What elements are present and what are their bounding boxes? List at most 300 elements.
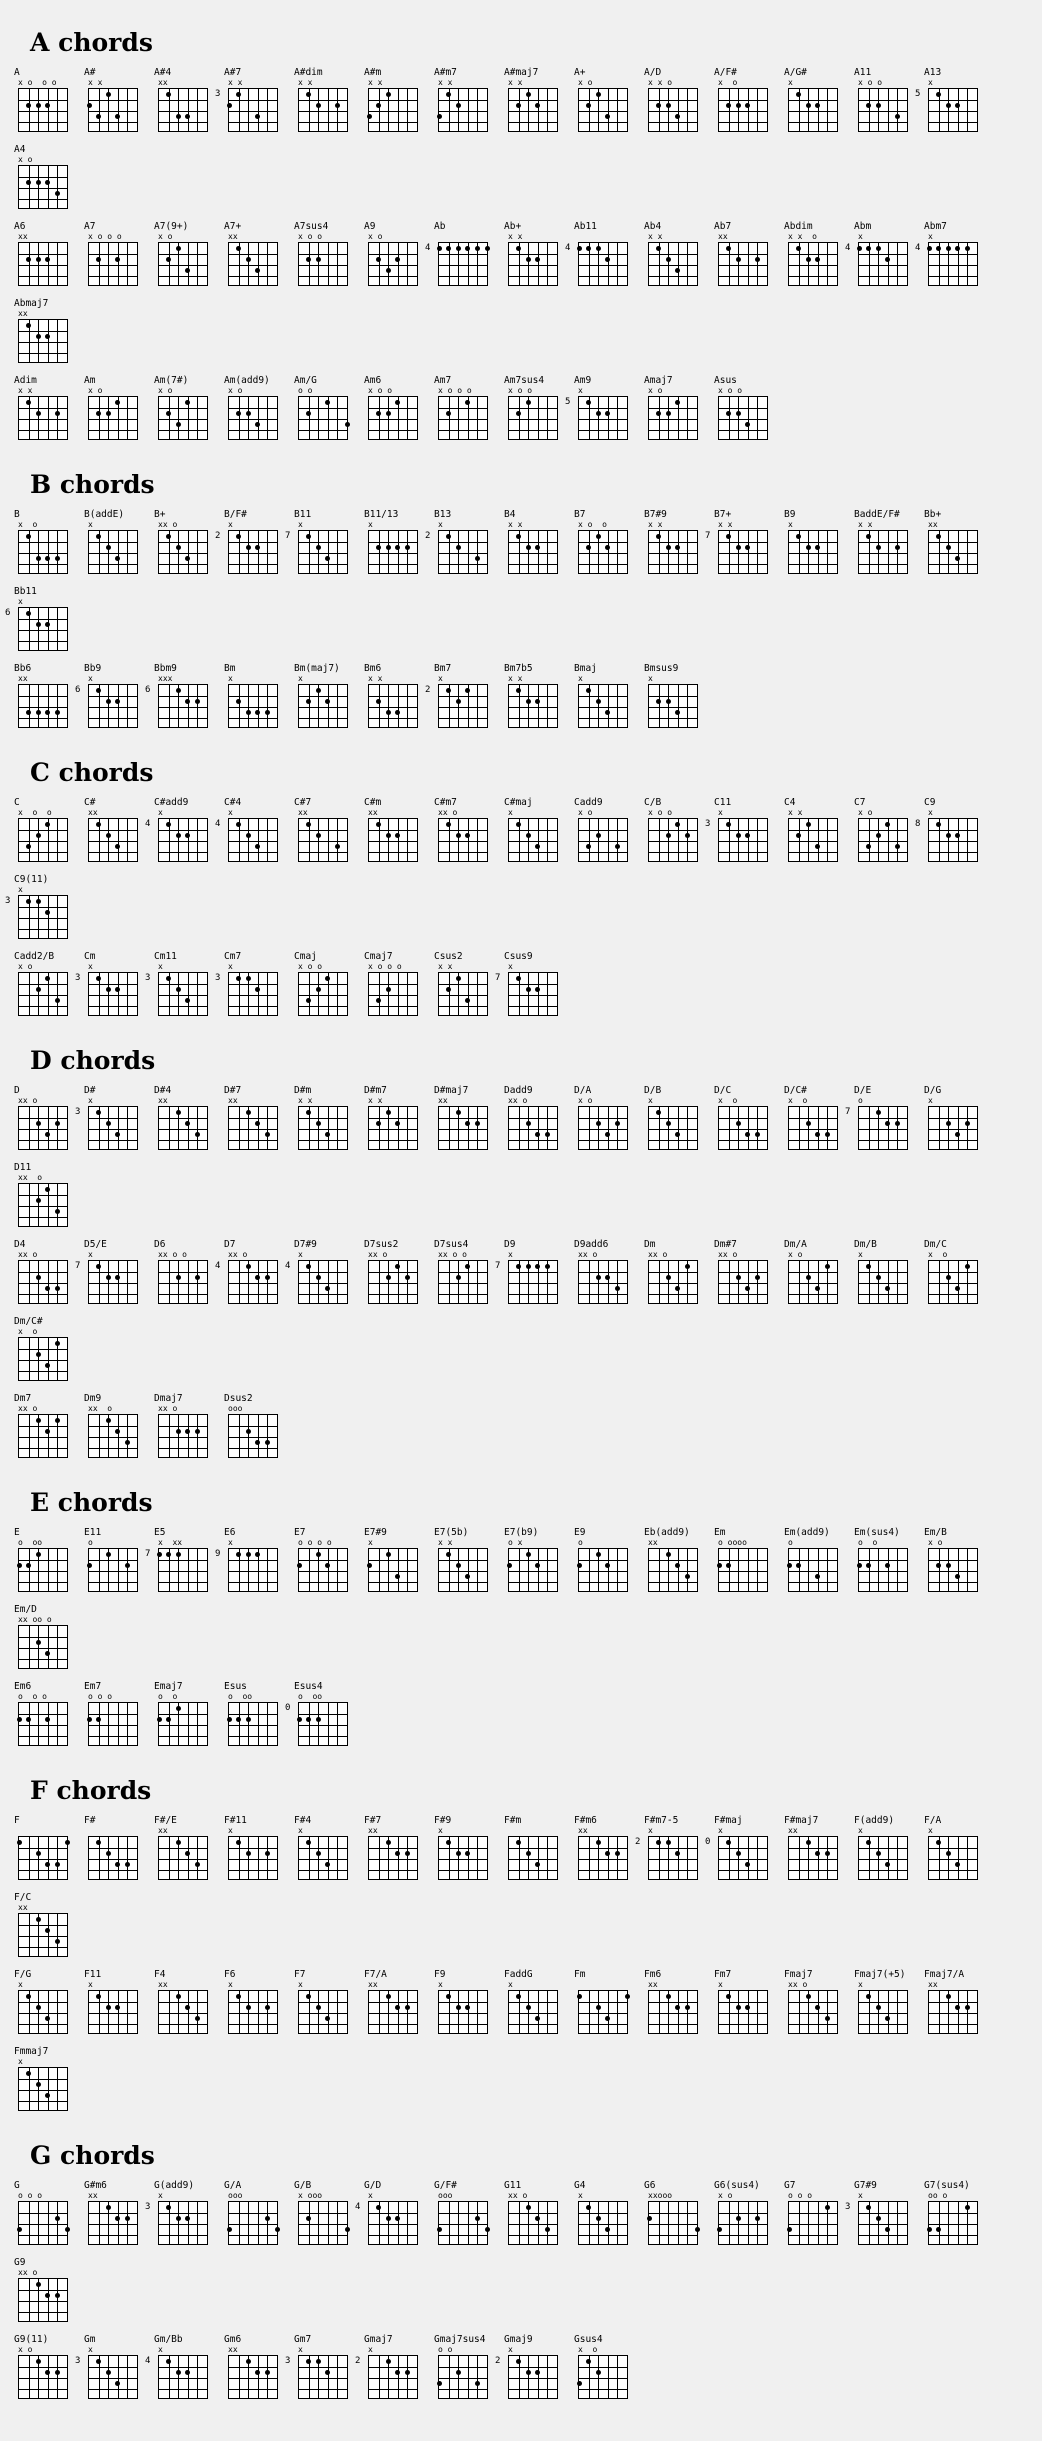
chord-name: Em/D bbox=[14, 1604, 37, 1615]
string-line bbox=[757, 397, 758, 439]
chord-card[interactable] bbox=[565, 221, 640, 290]
chord-card[interactable] bbox=[854, 67, 920, 136]
chord-card[interactable] bbox=[14, 1239, 80, 1308]
chord-card[interactable] bbox=[215, 509, 290, 578]
chord-name: Gm bbox=[84, 2334, 96, 2345]
fret-line bbox=[859, 841, 907, 842]
chord-card[interactable] bbox=[854, 1527, 920, 1596]
chord-card[interactable] bbox=[14, 1969, 80, 2038]
chord-card[interactable] bbox=[845, 221, 920, 290]
chord-card[interactable] bbox=[434, 1815, 500, 1884]
string-line bbox=[967, 89, 968, 131]
fret-line bbox=[509, 111, 557, 112]
chord-card[interactable] bbox=[924, 509, 990, 578]
chord-card[interactable] bbox=[784, 1239, 850, 1308]
string-line bbox=[29, 1837, 30, 1879]
finger-dot bbox=[376, 257, 381, 262]
chord-card[interactable] bbox=[294, 797, 360, 866]
chord-card[interactable] bbox=[154, 509, 220, 578]
chord-card[interactable] bbox=[784, 1969, 850, 2038]
fret-line bbox=[19, 907, 67, 908]
chord-card[interactable] bbox=[504, 509, 570, 578]
finger-dot bbox=[456, 833, 461, 838]
chord-card[interactable] bbox=[84, 1681, 150, 1750]
chord-card[interactable] bbox=[285, 1681, 360, 1750]
chord-card[interactable] bbox=[355, 2180, 430, 2249]
chord-card[interactable] bbox=[434, 67, 500, 136]
finger-dot bbox=[36, 103, 41, 108]
chord-card[interactable] bbox=[294, 1085, 360, 1154]
finger-dot bbox=[615, 1851, 620, 1856]
chord-card[interactable] bbox=[14, 1681, 80, 1750]
chord-card[interactable] bbox=[714, 1527, 780, 1596]
finger-dot bbox=[465, 2005, 470, 2010]
chord-card[interactable] bbox=[425, 509, 500, 578]
chord-name: D7#9 bbox=[294, 1239, 317, 1250]
chord-card[interactable] bbox=[854, 1239, 920, 1308]
string-line bbox=[818, 2202, 819, 2244]
string-line bbox=[598, 1107, 599, 1149]
chord-card[interactable] bbox=[434, 951, 500, 1020]
chord-card[interactable] bbox=[224, 2180, 290, 2249]
chord-card[interactable] bbox=[504, 1815, 570, 1884]
chord-card[interactable] bbox=[504, 1969, 570, 2038]
chord-card[interactable] bbox=[294, 1969, 360, 2038]
chord-diagram bbox=[924, 1260, 990, 1308]
chord-card[interactable] bbox=[224, 2334, 290, 2403]
string-line bbox=[687, 1549, 688, 1591]
finger-dot bbox=[656, 699, 661, 704]
chord-card[interactable] bbox=[154, 1969, 220, 2038]
fretboard-grid bbox=[18, 1183, 68, 1227]
chord-card[interactable] bbox=[784, 67, 850, 136]
finger-dot bbox=[325, 976, 330, 981]
chord-card[interactable] bbox=[294, 1815, 360, 1884]
chord-card[interactable] bbox=[504, 663, 570, 732]
chord-card[interactable] bbox=[84, 375, 150, 444]
string-line bbox=[29, 1261, 30, 1303]
chord-card[interactable] bbox=[434, 1527, 500, 1596]
chord-card[interactable] bbox=[364, 221, 430, 290]
finger-dot bbox=[166, 534, 171, 539]
fretboard-grid bbox=[648, 2201, 698, 2245]
fretboard-grid bbox=[718, 88, 768, 132]
chord-name: A13 bbox=[924, 67, 942, 78]
chord-card[interactable] bbox=[154, 1815, 220, 1884]
string-line bbox=[967, 531, 968, 573]
chord-card[interactable] bbox=[784, 509, 850, 578]
finger-dot bbox=[316, 1851, 321, 1856]
finger-dot bbox=[456, 545, 461, 550]
chord-card[interactable] bbox=[14, 797, 80, 866]
chord-card[interactable] bbox=[14, 2180, 80, 2249]
chord-card[interactable] bbox=[574, 1815, 640, 1884]
string-line bbox=[897, 243, 898, 285]
fret-line bbox=[89, 2389, 137, 2390]
chord-card[interactable] bbox=[154, 1393, 220, 1462]
chord-card[interactable] bbox=[145, 2180, 220, 2249]
chord-name: E7#9 bbox=[364, 1527, 387, 1538]
chord-diagram bbox=[84, 1548, 150, 1596]
finger-dot bbox=[825, 1264, 830, 1269]
string-line bbox=[398, 685, 399, 727]
chord-card[interactable] bbox=[154, 1085, 220, 1154]
chord-card[interactable] bbox=[364, 509, 430, 578]
chord-card[interactable] bbox=[224, 375, 290, 444]
chord-card[interactable] bbox=[574, 67, 640, 136]
chord-card[interactable] bbox=[154, 1681, 220, 1750]
chord-card[interactable] bbox=[14, 1815, 80, 1884]
open-muted-markers: x o bbox=[928, 1538, 943, 1547]
chord-card[interactable] bbox=[224, 1681, 290, 1750]
fret-line bbox=[649, 1118, 697, 1119]
chord-card[interactable] bbox=[14, 221, 80, 290]
open-muted-markers: xx o bbox=[18, 1250, 38, 1259]
chord-name: D#maj7 bbox=[434, 1085, 469, 1096]
chord-card[interactable] bbox=[915, 67, 990, 136]
fret-number: 3 bbox=[75, 2356, 81, 2366]
chord-card[interactable] bbox=[495, 1239, 570, 1308]
open-muted-markers: xx o o bbox=[438, 1250, 467, 1259]
chord-card[interactable] bbox=[425, 663, 500, 732]
fret-line bbox=[19, 707, 67, 708]
string-line bbox=[818, 1549, 819, 1591]
chord-name: B9 bbox=[784, 509, 796, 520]
fretboard-grid bbox=[18, 2067, 68, 2111]
chord-card[interactable] bbox=[14, 1892, 80, 1961]
chord-card[interactable] bbox=[14, 1393, 80, 1462]
chord-card[interactable] bbox=[434, 375, 500, 444]
chord-card[interactable] bbox=[14, 1162, 80, 1231]
chord-card[interactable] bbox=[504, 2180, 570, 2249]
chord-card[interactable] bbox=[644, 221, 710, 290]
chord-card[interactable] bbox=[84, 1969, 150, 2038]
chord-card[interactable] bbox=[14, 298, 80, 367]
chord-card[interactable] bbox=[364, 797, 430, 866]
chord-card[interactable] bbox=[784, 2180, 850, 2249]
chord-card[interactable] bbox=[574, 509, 640, 578]
chord-card[interactable] bbox=[854, 1969, 920, 2038]
string-line bbox=[398, 2202, 399, 2244]
string-line bbox=[337, 1837, 338, 1879]
chord-card[interactable] bbox=[644, 1969, 710, 2038]
chord-card[interactable] bbox=[364, 67, 430, 136]
fret-line bbox=[299, 830, 347, 831]
chord-name: Bm7b5 bbox=[504, 663, 533, 674]
open-muted-markers: x bbox=[648, 674, 653, 683]
chord-card[interactable] bbox=[14, 663, 80, 732]
chord-card[interactable] bbox=[434, 2180, 500, 2249]
chord-card[interactable] bbox=[224, 1085, 290, 1154]
chord-card[interactable] bbox=[644, 509, 710, 578]
chord-card[interactable] bbox=[924, 1969, 990, 2038]
chord-card[interactable] bbox=[84, 1393, 150, 1462]
chord-card[interactable] bbox=[145, 2334, 220, 2403]
chord-card[interactable] bbox=[294, 1527, 360, 1596]
chord-card[interactable] bbox=[14, 951, 80, 1020]
chord-card[interactable] bbox=[784, 1527, 850, 1596]
finger-dot bbox=[65, 1840, 70, 1845]
chord-card[interactable] bbox=[714, 67, 780, 136]
chord-card[interactable] bbox=[84, 1815, 150, 1884]
chord-card[interactable] bbox=[355, 2334, 430, 2403]
chord-card[interactable] bbox=[364, 1815, 430, 1884]
chord-card[interactable] bbox=[495, 951, 570, 1020]
chord-card[interactable] bbox=[14, 67, 80, 136]
chord-card[interactable] bbox=[644, 797, 710, 866]
fretboard-grid bbox=[228, 972, 278, 1016]
chord-card[interactable] bbox=[845, 2180, 920, 2249]
chord-card[interactable] bbox=[145, 663, 220, 732]
chord-card[interactable] bbox=[714, 1239, 780, 1308]
chord-card[interactable] bbox=[84, 221, 150, 290]
chord-card[interactable] bbox=[705, 509, 780, 578]
chord-card[interactable] bbox=[504, 1527, 570, 1596]
finger-dot bbox=[936, 246, 941, 251]
chord-card[interactable] bbox=[84, 67, 150, 136]
chord-card[interactable] bbox=[14, 1316, 80, 1385]
chord-card[interactable] bbox=[84, 2180, 150, 2249]
chord-card[interactable] bbox=[364, 663, 430, 732]
chord-card[interactable] bbox=[364, 1085, 430, 1154]
chord-card[interactable] bbox=[644, 375, 710, 444]
chord-card[interactable] bbox=[705, 797, 780, 866]
chord-card[interactable] bbox=[294, 375, 360, 444]
chord-card[interactable] bbox=[75, 1239, 150, 1308]
chord-card[interactable] bbox=[294, 2180, 360, 2249]
fret-line bbox=[649, 841, 697, 842]
chord-card[interactable] bbox=[574, 1527, 640, 1596]
chord-diagram bbox=[364, 242, 430, 290]
chord-card[interactable] bbox=[75, 951, 150, 1020]
chord-card[interactable] bbox=[364, 375, 430, 444]
open-muted-markers: xx o bbox=[18, 1173, 43, 1182]
chord-card[interactable] bbox=[145, 1527, 220, 1596]
chord-card[interactable] bbox=[75, 1085, 150, 1154]
fret-line bbox=[369, 564, 417, 565]
fretboard-grid bbox=[18, 684, 68, 728]
string-line bbox=[538, 819, 539, 861]
chord-card[interactable] bbox=[215, 67, 290, 136]
chord-card[interactable] bbox=[644, 1527, 710, 1596]
fret-line bbox=[439, 1848, 487, 1849]
chord-card[interactable] bbox=[14, 1085, 80, 1154]
chord-card[interactable] bbox=[714, 375, 780, 444]
chord-card[interactable] bbox=[574, 797, 640, 866]
finger-dot bbox=[367, 114, 372, 119]
chord-card[interactable] bbox=[14, 509, 80, 578]
chord-card[interactable] bbox=[915, 221, 990, 290]
chord-card[interactable] bbox=[14, 375, 80, 444]
string-line bbox=[127, 819, 128, 861]
fret-line bbox=[579, 100, 627, 101]
chord-card[interactable] bbox=[434, 1239, 500, 1308]
chord-card[interactable] bbox=[784, 221, 850, 290]
chord-card[interactable] bbox=[434, 797, 500, 866]
chord-card[interactable] bbox=[14, 1604, 80, 1673]
chord-card[interactable] bbox=[565, 375, 640, 444]
chord-card[interactable] bbox=[14, 2257, 80, 2326]
chord-card[interactable] bbox=[215, 951, 290, 1020]
chord-card[interactable] bbox=[504, 67, 570, 136]
chord-card[interactable] bbox=[504, 375, 570, 444]
fret-line bbox=[929, 1571, 977, 1572]
open-muted-markers bbox=[438, 233, 500, 242]
chord-card[interactable] bbox=[434, 1085, 500, 1154]
chord-card[interactable] bbox=[854, 509, 920, 578]
finger-dot bbox=[876, 833, 881, 838]
chord-card[interactable] bbox=[75, 663, 150, 732]
chord-card[interactable] bbox=[574, 2180, 640, 2249]
chord-card[interactable] bbox=[845, 1085, 920, 1154]
chord-card[interactable] bbox=[14, 2334, 80, 2403]
chord-name: Bbm9 bbox=[154, 663, 177, 674]
finger-dot bbox=[386, 2216, 391, 2221]
chord-card[interactable] bbox=[224, 663, 290, 732]
chord-card[interactable] bbox=[5, 874, 80, 943]
chord-card[interactable] bbox=[285, 509, 360, 578]
chord-card[interactable] bbox=[14, 2046, 80, 2115]
chord-card[interactable] bbox=[504, 797, 570, 866]
chord-card[interactable] bbox=[5, 586, 80, 655]
finger-dot bbox=[36, 2005, 41, 2010]
chord-card[interactable] bbox=[635, 1815, 710, 1884]
chord-card[interactable] bbox=[215, 1527, 290, 1596]
string-line bbox=[668, 531, 669, 573]
chord-card[interactable] bbox=[294, 951, 360, 1020]
chord-card[interactable] bbox=[84, 797, 150, 866]
string-line bbox=[869, 89, 870, 131]
chord-card[interactable] bbox=[504, 221, 570, 290]
fret-line bbox=[89, 2235, 137, 2236]
chord-card[interactable] bbox=[294, 221, 360, 290]
chord-card[interactable] bbox=[364, 1527, 430, 1596]
chord-card[interactable] bbox=[644, 2180, 710, 2249]
fret-line bbox=[299, 1283, 347, 1284]
chord-card[interactable] bbox=[294, 663, 360, 732]
chord-card[interactable] bbox=[714, 221, 780, 290]
chord-card[interactable] bbox=[854, 797, 920, 866]
string-line bbox=[379, 1107, 380, 1149]
fret-line bbox=[439, 2002, 487, 2003]
open-muted-markers: x bbox=[88, 962, 93, 971]
string-line bbox=[38, 1991, 39, 2033]
chord-card[interactable] bbox=[574, 1239, 640, 1308]
chord-card[interactable] bbox=[14, 144, 80, 213]
chord-card[interactable] bbox=[224, 221, 290, 290]
chord-card[interactable] bbox=[915, 797, 990, 866]
chord-card[interactable] bbox=[145, 951, 220, 1020]
string-line bbox=[318, 1703, 319, 1745]
chord-card[interactable] bbox=[924, 1815, 990, 1884]
chord-card[interactable] bbox=[784, 1085, 850, 1154]
chord-card[interactable] bbox=[924, 1239, 990, 1308]
fret-line bbox=[579, 408, 627, 409]
fret-line bbox=[719, 1582, 767, 1583]
chord-card[interactable] bbox=[924, 2180, 990, 2249]
chord-diagram bbox=[14, 242, 80, 290]
string-line bbox=[538, 973, 539, 1015]
string-line bbox=[458, 1261, 459, 1303]
chord-card[interactable] bbox=[145, 797, 220, 866]
open-muted-markers: xx o bbox=[438, 808, 458, 817]
chord-card[interactable] bbox=[644, 1085, 710, 1154]
string-line bbox=[468, 1991, 469, 2033]
chord-card[interactable] bbox=[574, 2334, 640, 2403]
fret-line bbox=[229, 1725, 277, 1726]
chord-card[interactable] bbox=[154, 221, 220, 290]
chord-card[interactable] bbox=[364, 951, 430, 1020]
chord-card[interactable] bbox=[84, 1527, 150, 1596]
chord-card[interactable] bbox=[644, 1239, 710, 1308]
chord-card[interactable] bbox=[154, 67, 220, 136]
chord-card[interactable] bbox=[574, 1085, 640, 1154]
chord-card[interactable] bbox=[224, 1393, 290, 1462]
chord-card[interactable] bbox=[434, 2334, 500, 2403]
finger-dot bbox=[26, 534, 31, 539]
chord-card[interactable] bbox=[924, 1527, 990, 1596]
chord-card[interactable] bbox=[75, 2334, 150, 2403]
chord-card[interactable] bbox=[854, 1815, 920, 1884]
string-line bbox=[337, 1261, 338, 1303]
chord-card[interactable] bbox=[714, 2180, 780, 2249]
chord-card[interactable] bbox=[924, 1085, 990, 1154]
chord-card[interactable] bbox=[154, 375, 220, 444]
chord-card[interactable] bbox=[504, 1085, 570, 1154]
chord-card[interactable] bbox=[495, 2334, 570, 2403]
fret-line bbox=[159, 1714, 207, 1715]
chord-card[interactable] bbox=[14, 1527, 80, 1596]
fret-line bbox=[19, 2312, 67, 2313]
chord-card[interactable] bbox=[364, 1239, 430, 1308]
string-line bbox=[617, 2202, 618, 2244]
chord-card[interactable] bbox=[644, 67, 710, 136]
chord-card[interactable] bbox=[784, 1815, 850, 1884]
chord-card[interactable] bbox=[154, 1239, 220, 1308]
chord-card[interactable] bbox=[364, 1969, 430, 2038]
chord-card[interactable] bbox=[574, 1969, 640, 2038]
chord-card[interactable] bbox=[425, 221, 500, 290]
chord-card[interactable] bbox=[574, 663, 640, 732]
chord-name: Am/G bbox=[294, 375, 317, 386]
fret-line bbox=[929, 553, 977, 554]
chord-card[interactable] bbox=[84, 509, 150, 578]
finger-dot bbox=[726, 1840, 731, 1845]
chord-name: Dm bbox=[644, 1239, 656, 1250]
chord-card[interactable] bbox=[434, 1969, 500, 2038]
chord-card[interactable] bbox=[784, 797, 850, 866]
fret-line bbox=[299, 1582, 347, 1583]
chord-card[interactable] bbox=[215, 1239, 290, 1308]
chord-card[interactable] bbox=[215, 797, 290, 866]
string-line bbox=[808, 89, 809, 131]
finger-dot bbox=[577, 2381, 582, 2386]
string-line bbox=[538, 2356, 539, 2398]
chord-card[interactable] bbox=[644, 663, 710, 732]
chord-diagram bbox=[14, 1548, 80, 1596]
fret-line bbox=[649, 408, 697, 409]
chord-card[interactable] bbox=[294, 67, 360, 136]
string-line bbox=[388, 397, 389, 439]
finger-dot bbox=[526, 1552, 531, 1557]
chord-card[interactable] bbox=[224, 1969, 290, 2038]
chord-card[interactable] bbox=[714, 1969, 780, 2038]
chord-card[interactable] bbox=[285, 1239, 360, 1308]
chord-card[interactable] bbox=[705, 1815, 780, 1884]
chord-card[interactable] bbox=[224, 1815, 290, 1884]
chord-card[interactable] bbox=[285, 2334, 360, 2403]
chord-card[interactable] bbox=[714, 1085, 780, 1154]
